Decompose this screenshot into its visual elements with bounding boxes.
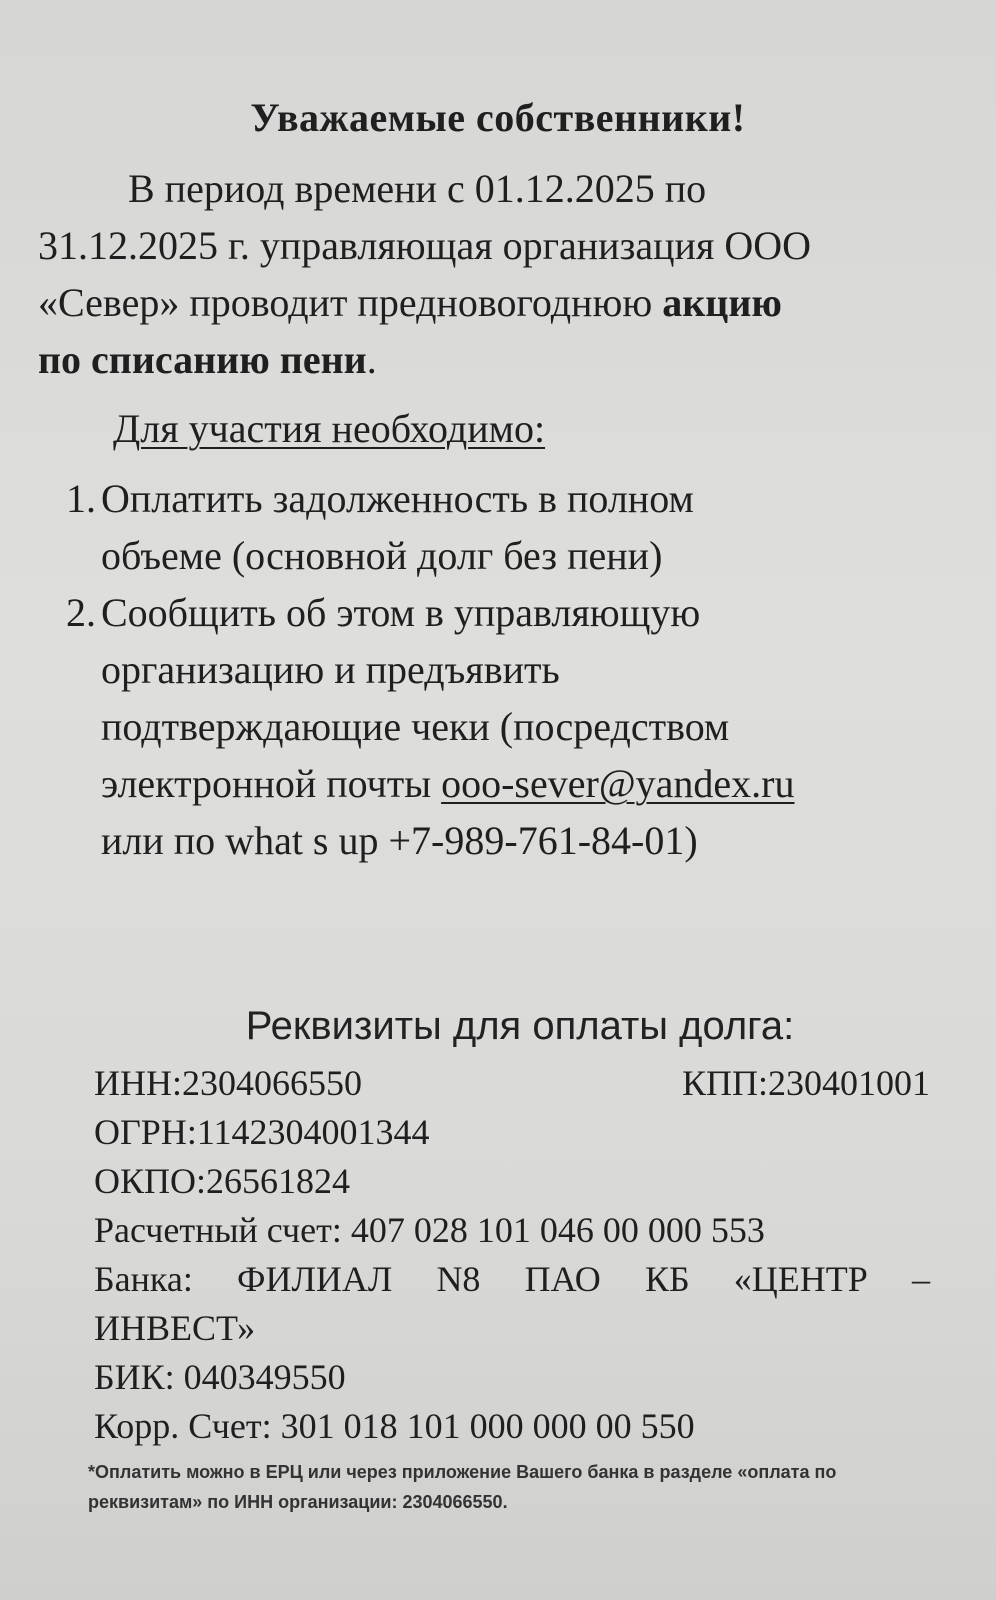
step-2-number: 2. <box>66 590 96 635</box>
step-2-line-3: подтверждающие чеки (посредством <box>101 704 730 749</box>
requisites-ogrn: ОГРН:1142304001344 <box>94 1112 430 1152</box>
requisites-bik: БИК: 040349550 <box>94 1357 346 1397</box>
intro-line-4 <box>38 331 377 389</box>
step-1-number: 1. <box>66 476 96 521</box>
footnote-line-1: *Оплатить можно в ЕРЦ или через приложение Вашего банка в разделе «оплата по <box>88 1462 837 1482</box>
participation-heading: Для участия необходимо: <box>113 406 546 451</box>
intro-line-1: В период времени с 01.12.2025 по <box>128 166 707 211</box>
step-1-line-2: объеме (основной долг без пени) <box>101 533 663 578</box>
contact-email: ooo-sever@yandex.ru <box>441 761 795 806</box>
bank-word: N8 <box>436 1259 481 1299</box>
requisites-account: Расчетный счет: 407 028 101 046 00 000 553 <box>94 1210 765 1250</box>
requisites-okpo: ОКПО:26561824 <box>94 1161 351 1201</box>
requisites-inn-kpp-row <box>94 1058 930 1108</box>
intro-promo-word: акцию <box>662 280 782 325</box>
step-2-line-2: организацию и предъявить <box>101 647 560 692</box>
step-2-line-4 <box>101 755 795 813</box>
bank-word: «ЦЕНТР <box>733 1259 868 1299</box>
requisites-bank-line-1 <box>94 1254 930 1304</box>
requisites-corr-account: Корр. Счет: 301 018 101 000 000 00 550 <box>94 1406 695 1446</box>
requisites-inn: ИНН:2304066550 <box>94 1063 362 1103</box>
requisites-bank-line-2: ИНВЕСТ» <box>94 1308 256 1348</box>
step-2-email-label: электронной почты <box>101 761 442 806</box>
bank-word: – <box>911 1259 930 1299</box>
step-2-line-5: или по what s up +7-989-761-84-01) <box>101 818 698 863</box>
requisites-kpp: КПП:230401001 <box>681 1063 930 1103</box>
step-2-line-1: Сообщить об этом в управляющую <box>101 590 701 635</box>
bank-word: Банка: <box>94 1259 193 1299</box>
bank-word: КБ <box>644 1259 690 1299</box>
intro-line-3 <box>38 274 782 332</box>
bank-word: ПАО <box>524 1259 601 1299</box>
step-1-line-1: Оплатить задолженность в полном <box>101 476 694 521</box>
intro-period: . <box>366 337 377 382</box>
notice-title: Уважаемые собственники! <box>250 95 746 140</box>
intro-line-2: 31.12.2025 г. управляющая организация ООО <box>38 223 812 268</box>
intro-line-3-text: «Север» проводит предновогоднюю <box>38 280 663 325</box>
requisites-title: Реквизиты для оплаты долга: <box>245 1004 795 1048</box>
footnote-line-2: реквизитам» по ИНН организации: 2304066550. <box>88 1492 508 1512</box>
intro-promo-phrase: по списанию пени <box>38 337 367 382</box>
bank-word: ФИЛИАЛ <box>237 1259 393 1299</box>
